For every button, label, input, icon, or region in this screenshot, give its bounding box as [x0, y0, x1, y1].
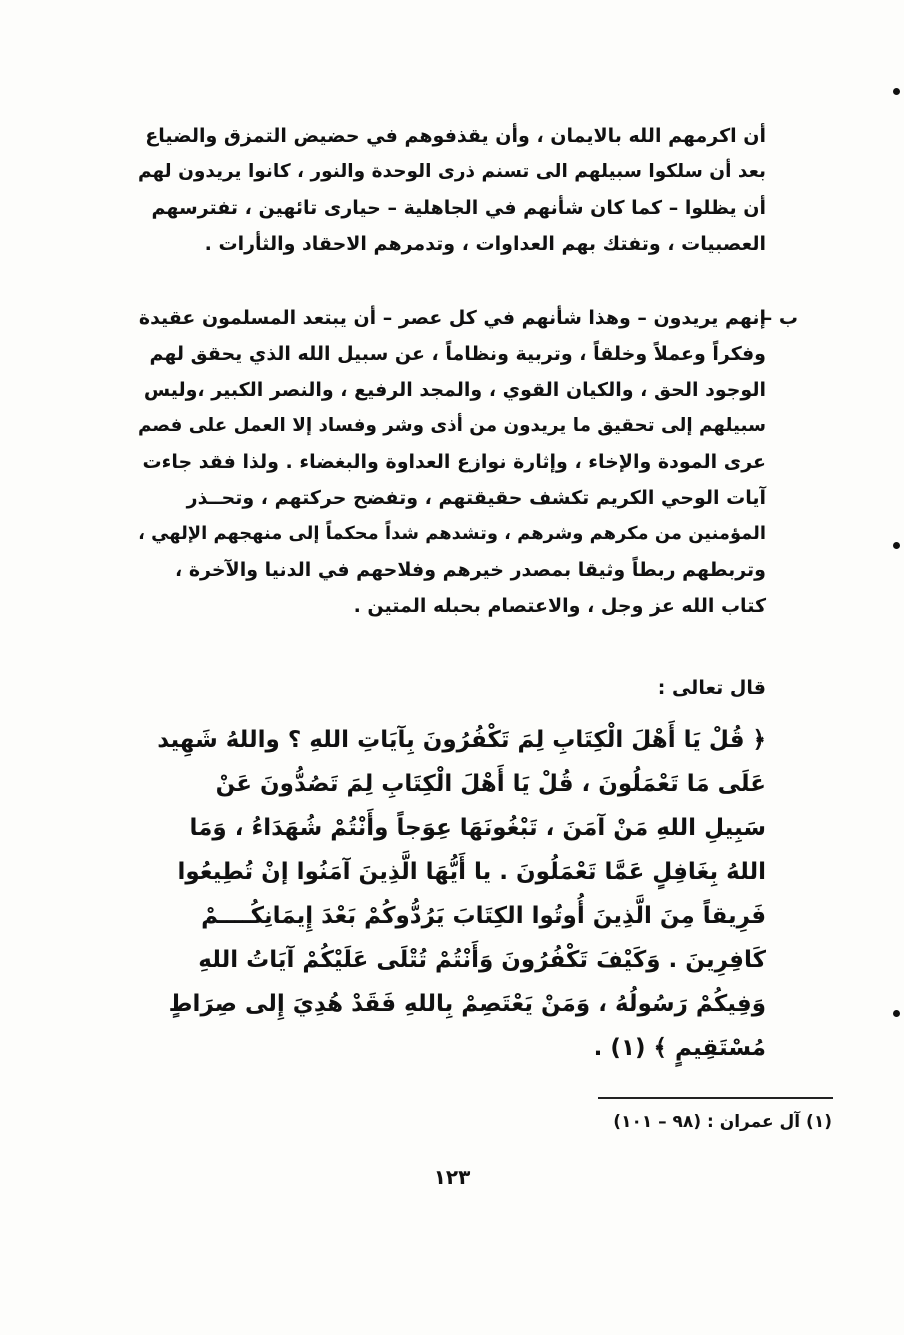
text-line: أن اكرمهم الله بالايمان ، وأن يقذفوهم في حضيض التمزق والضياع [145, 125, 766, 147]
footnote-divider [598, 1097, 833, 1099]
verse-line: كَافِرِينَ . وَكَيْفَ تَكْفُرُونَ وَأَنْتُمْ تُتْلَى عَلَيْكُمْ آيَاتُ اللهِ [198, 947, 766, 973]
page-number: ١٢٣ [433, 1165, 471, 1189]
margin-dot [893, 542, 900, 549]
text-line: العصبيات ، وتفتك بهم العداوات ، وتدمرهم الاحقاد والثأرات . [204, 233, 766, 255]
text-line: عرى المودة والإخاء ، وإثارة نوازع العداوة والبغضاء . ولذا فقد جاءت [142, 451, 766, 473]
text-line: المؤمنين من مكرهم وشرهم ، وتشدهم شداً محكماً إلى منهجهم الإلهي ، [138, 523, 766, 544]
verse-line: سَبِيلِ اللهِ مَنْ آمَنَ ، تَبْغُونَهَا عِوَجاً وأَنْتُمْ شُهَدَاءُ ، وَمَا [189, 815, 766, 841]
verse-line: ﴿ قُلْ يَا أَهْلَ الْكِتَابِ لِمَ تَكْفُرُونَ بِآيَاتِ اللهِ ؟ واللهُ شَهِيد [157, 727, 766, 753]
text-line: الوجود الحق ، والكيان القوي ، والمجد الرفيع ، والنصر الكبير ،وليس [143, 379, 766, 401]
text-line: بعد أن سلكوا سبيلهم الى تسنم ذرى الوحدة والنور ، كانوا يريدون لهم [137, 161, 766, 182]
text-line: كتاب الله عز وجل ، والاعتصام بحبله المتين . [353, 595, 766, 617]
footnote: (١) آل عمران : (٩٨ – ١٠١) [613, 1112, 832, 1132]
margin-dot [893, 88, 900, 95]
text-line: وتربطهم ربطاً وثيقا بمصدر خيرهم وفلاحهم في الدنيا والآخرة ، [175, 559, 766, 581]
verse-line: عَلَى مَا تَعْمَلُونَ ، قُلْ يَا أَهْلَ الْكِتَابِ لِمَ تَصُدُّونَ عَنْ [215, 771, 766, 797]
verse-line: اللهُ بِغَافِلٍ عَمَّا تَعْمَلُونَ . يا أَيُّهَا الَّذِينَ آمَنُوا إنْ تُطِيعُوا [177, 859, 766, 885]
verse-line: وَفِيكُمْ رَسُولُهُ ، وَمَنْ يَعْتَصِمْ بِاللهِ فَقَدْ هُدِيَ إِلى صِرَاطٍ [168, 991, 766, 1017]
text-line: إنهم يريدون – وهذا شأنهم في كل عصر – أن يبتعد المسلمون عقيدة [138, 307, 766, 329]
margin-dot [893, 1010, 900, 1017]
verse-intro: قال تعالى : [657, 677, 766, 699]
text-line: آيات الوحي الكريم تكشف حقيقتهم ، وتفضح حركتهم ، وتحــذر [186, 487, 766, 509]
text-line: وفكراً وعملاً وخلقاً ، وتربية ونظاماً ، عن سبيل الله الذي يحقق لهم [149, 343, 766, 365]
verse-line: مُسْتَقِيمٍ ﴾ (١) . [593, 1035, 766, 1061]
list-marker: ب – [762, 307, 798, 329]
verse-line: فَرِيقاً مِنَ الَّذِينَ أُوتُوا الكِتَابَ يَرُدُّوكُمْ بَعْدَ إِيمَانِكُــــمْ [201, 903, 766, 929]
text-line: أن يظلوا – كما كان شأنهم في الجاهلية – حيارى تائهين ، تفترسهم [151, 197, 766, 219]
text-line: سبيلهم إلى تحقيق ما يريدون من أذى وشر وفساد إلا العمل على فصم [137, 415, 766, 436]
